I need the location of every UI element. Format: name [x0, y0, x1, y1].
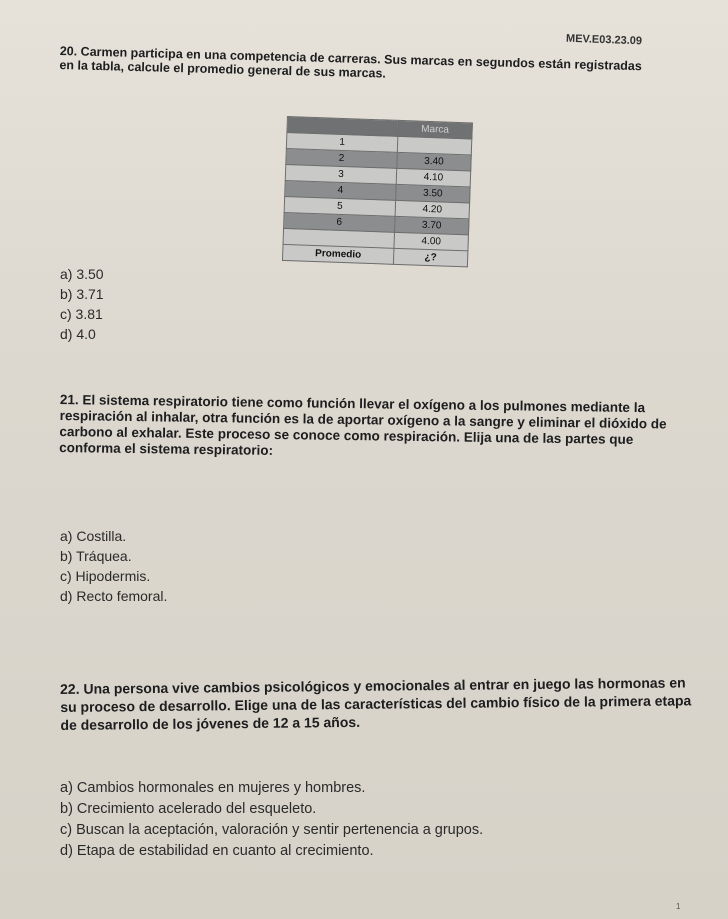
table-cell: 4.20: [395, 200, 470, 219]
option-a[interactable]: a) 3.50: [60, 266, 104, 282]
question-20-options: [60, 264, 104, 344]
table-cell: 5: [284, 196, 395, 216]
question-21-text: 21. El sistema respiratorio tiene como función llevar el oxígeno a los pulmones mediante la respiración al inhalar, otra función es la de aportar oxígeno a la sangre y eliminar el dióxido de carbono al exhalar. Este proceso se conoce como respiración. Elija una de las partes que conforma el sistema respiratorio:: [59, 392, 667, 458]
question-21-options: [60, 526, 167, 606]
option-b[interactable]: b) 3.71: [60, 286, 104, 302]
question-20-text: 20. Carmen participa en una competencia de carreras. Sus marcas en segundos están registradas en la tabla, calcule el promedio general de sus marcas.: [59, 44, 643, 81]
table-cell: 3: [285, 164, 396, 184]
option-c[interactable]: c) Hipodermis.: [60, 568, 151, 584]
option-d[interactable]: d) Recto femoral.: [60, 588, 168, 604]
table-cell: 3.40: [397, 152, 472, 171]
table-cell: 6: [284, 212, 395, 232]
option-a[interactable]: a) Costilla.: [60, 528, 127, 544]
table-cell: 4.10: [396, 168, 471, 187]
option-d[interactable]: d) Etapa de estabilidad en cuanto al crecimiento.: [60, 843, 374, 859]
average-value: ¿?: [393, 248, 468, 267]
exam-code: MEV.E03.23.09: [565, 32, 643, 48]
question-22-text: 22. Una persona vive cambios psicológicos y emocionales al entrar en juego las hormonas en su proceso de desarrollo. Elige una de las características del cambio físico de la primera etapa de desarrollo de los jóvenes de 12 a 15 años.: [60, 674, 692, 733]
question-22-options: [60, 778, 483, 862]
table-cell: 4: [285, 180, 396, 200]
table-cell: 3.50: [396, 184, 471, 203]
option-d[interactable]: d) 4.0: [60, 326, 96, 342]
table-cell: 4.00: [394, 232, 469, 251]
table-cell: 3.70: [394, 216, 469, 235]
table-cell: 1: [286, 133, 397, 153]
option-c[interactable]: c) Buscan la aceptación, valoración y sentir pertenencia a grupos.: [60, 822, 484, 838]
option-c[interactable]: c) 3.81: [60, 306, 103, 322]
table-cell: 2: [286, 148, 397, 168]
table-header-mark: Marca: [398, 120, 473, 139]
option-b[interactable]: b) Crecimiento acelerado del esqueleto.: [60, 801, 317, 817]
option-a[interactable]: a) Cambios hormonales en mujeres y hombres.: [60, 780, 366, 796]
option-b[interactable]: b) Tráquea.: [60, 548, 132, 564]
average-label: Promedio: [282, 244, 393, 264]
marks-table: [282, 116, 473, 267]
page-number: 1: [676, 902, 681, 911]
